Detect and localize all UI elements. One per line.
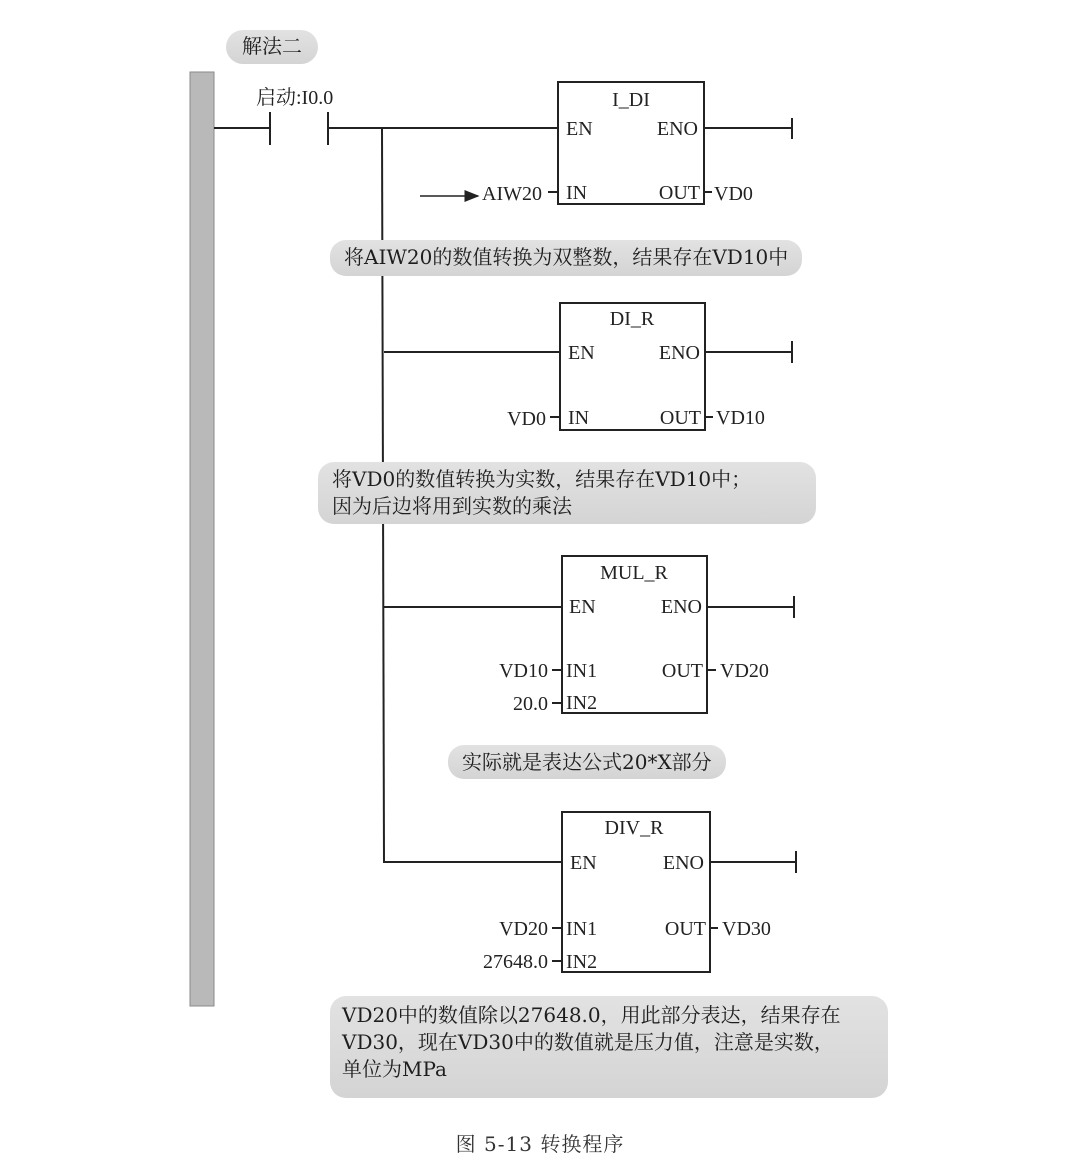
power-rail [190,72,214,1006]
note-3 [448,745,726,779]
note-2 [318,462,816,524]
note-line: 将VD0的数值转换为实数，结果存在VD10中； [332,467,752,491]
in1-operand: VD20 [499,918,548,940]
note-line: 实际就是表达公式20*X部分 [462,750,712,774]
pin-in2: IN2 [566,692,598,714]
pin-out: OUT [661,660,703,682]
pin-out: OUT [664,918,706,940]
block-title: I_DI [612,89,650,111]
pin-in1: IN1 [566,660,598,682]
note-line: 单位为MPa [342,1057,447,1081]
out-operand: VD10 [716,407,765,429]
block-div-r [562,812,710,973]
figure-caption: 图 5-13 转换程序 [455,1132,625,1156]
block-title: DIV_R [604,817,664,839]
in2-operand: 20.0 [513,693,548,715]
pin-en: EN [569,596,596,618]
pin-in2: IN2 [566,951,598,973]
contact-label: 启动:I0.0 [256,87,334,109]
contact-start [214,112,558,145]
note-4 [330,996,888,1098]
note-line: VD20中的数值除以27648.0，用此部分表达，结果存在 [342,1003,841,1027]
pin-in: IN [568,407,590,429]
pin-eno: ENO [656,118,698,140]
method-label: 解法二 [226,30,318,64]
pin-in: IN [566,182,588,204]
out-operand: VD30 [722,918,771,940]
in2-operand: 27648.0 [483,951,548,973]
note-line: VD30，现在VD30中的数值就是压力值，注意是实数， [342,1030,834,1054]
pin-en: EN [566,118,593,140]
pin-en: EN [568,342,595,364]
pin-out: OUT [658,182,700,204]
out-operand: VD0 [714,183,753,205]
pin-eno: ENO [662,852,704,874]
note-line: 因为后边将用到实数的乘法 [332,494,572,518]
in1-operand: VD10 [499,660,548,682]
block-di-r [560,303,705,430]
pin-in1: IN1 [566,918,598,940]
block-mul-r [562,556,707,714]
in-operand: VD0 [507,408,546,430]
note-line: 将AIW20的数值转换为双整数，结果存在VD10中 [344,245,789,269]
pin-out: OUT [659,407,701,429]
pin-eno: ENO [658,342,700,364]
block-title: MUL_R [600,562,668,584]
out-operand: VD20 [720,660,769,682]
input-operand: AIW20 [482,183,542,205]
block-title: DI_R [609,308,655,330]
note-1 [330,240,802,276]
pin-eno: ENO [660,596,702,618]
pin-en: EN [570,852,597,874]
block-i-di [558,82,704,204]
